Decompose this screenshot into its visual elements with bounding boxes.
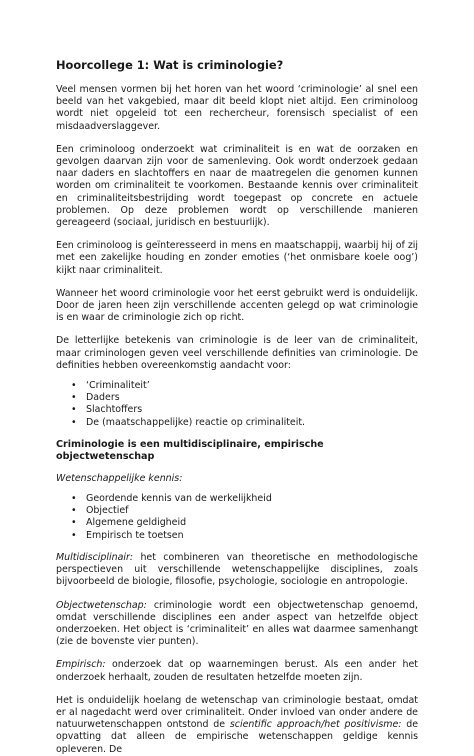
term-label: Objectwetenschap: [56,599,147,611]
paragraph-multidisciplinair [56,552,418,589]
paragraph-objectwetenschap [56,600,418,649]
paragraph-criminoloog: Een criminoloog is geïnteresseerd in mens en maatschappij, waarbij hij of zij met een zakelijke houding en zonder emoties (‘het onmisbare koele oog’) kijkt naar criminaliteit. [56,240,419,276]
emphasis-text: scientific approach/het positivisme: [229,719,402,731]
paragraph-betekenis: De letterlijke betekenis van criminologie is de leer van de criminaliteit, maar criminologen geven veel verschillende definities van criminologie. De definities hebben overeenkomstig aandacht voor: [56,335,418,371]
page-title: Hoorcollege 1: Wat is criminologie? [56,58,284,72]
list-item: • Daders [86,392,418,404]
section-heading: Criminologie is een multidisciplinaire, empirische objectwetenschap [56,438,324,462]
list-item: • ‘Criminaliteit’ [86,380,418,392]
kennis-list [56,493,418,542]
term-label: Empirisch: [56,659,106,671]
list-item: • Slachtoffers [86,404,418,416]
paragraph-positivisme [56,695,418,756]
term-text: criminologie wordt een objectwetenschap genoemd, omdat verschillende disciplines een ander aspect van hetzelfde object onderzoeken. Het object is ‘criminaliteit’ en alles wat daarmee samenhangt (zie de bovenste vier punten). [56,599,418,648]
term-text: het combineren van theoretische en methodologische perspectieven uit verschillende wetenschappelijke disciplines, zoals bijvoorbeeld de biologie, filosofie, psychologie, sociologie en antropologie. [56,551,418,588]
list-item: • De (maatschappelijke) reactie op criminaliteit. [86,417,418,429]
term-text: onderzoek dat op waarnemingen berust. Als een ander het onderzoek herhaalt, zouden de resultaten hetzelfde moeten zijn. [56,659,418,683]
list-item: • Empirisch te toetsen [86,530,418,542]
paragraph-onderzoek: Een criminoloog onderzoekt wat criminaliteit is en wat de oorzaken en gevolgen daarvan zijn voor de samenleving. Ook wordt onderzoek gedaan naar daders en slachtoffers en naar de maatregelen die genomen kunnen worden om criminaliteit te voorkomen. Bestaande kennis over criminaliteit en criminaliteitsbestrijding wordt toegepast op concrete en actuele problemen. Op deze problemen wordt op verschillende manieren gereageerd (sociaal, juridisch en bestuurlijk). [56,143,418,229]
list-item: • Algemene geldigheid [86,517,418,529]
paragraph-intro: Veel mensen vormen bij het horen van het woord ‘criminologie’ al snel een beeld van het vakgebied, maar dit beeld klopt niet altijd. Een criminoloog wordt niet opgeleid tot een rechercheur, forensisch specialist of een misdaadverslaggever. [56,84,418,132]
text-part: de opvatting dat alleen de empirische wetenschappen geldige kennis opleveren. De [56,719,419,755]
list-item: • Objectief [86,505,418,517]
definitions-list [56,380,418,429]
text-part: Het is onduidelijk hoelang de wetenschap van criminologie bestaat, omdat er al nagedacht werd over criminaliteit. Onder invloed van onder andere de natuurwetenschappen ontstond de [56,694,418,731]
term-label: Multidisciplinair: [56,551,134,563]
paragraph-empirisch [56,659,418,683]
paragraph-woord: Wanneer het woord criminologie voor het eerst gebruikt werd is onduidelijk. Door de jaren heen zijn verschillende accenten gelegd op wat criminologie is en waar de criminologie zich op richt. [56,287,418,324]
wetenschappelijke-kennis-label [56,473,418,485]
list-item: • Geordende kennis van de werkelijkheid [86,493,418,505]
label-text: Wetenschappelijke kennis: [56,472,183,484]
